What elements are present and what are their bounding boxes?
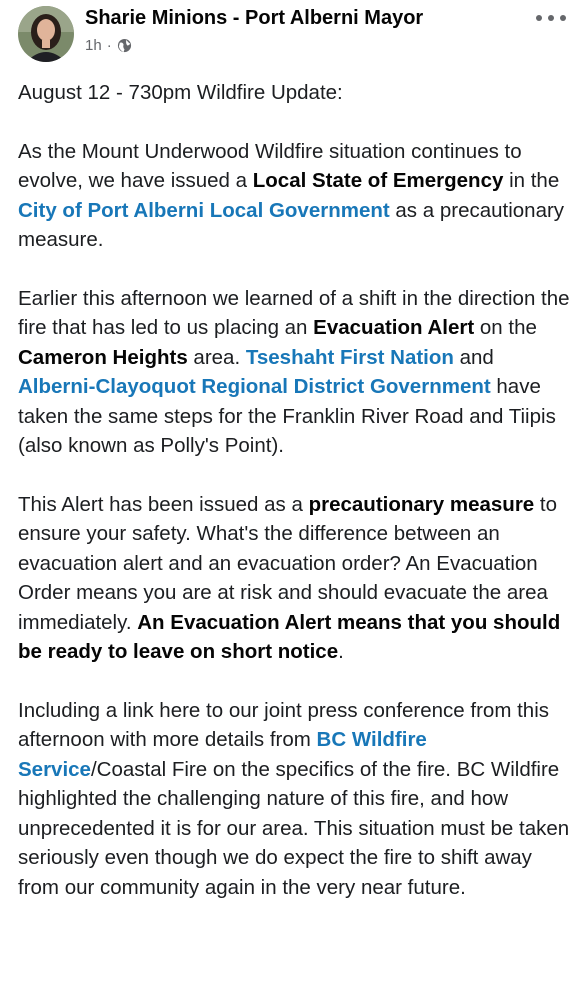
- more-options-button[interactable]: [536, 8, 566, 28]
- post-time[interactable]: 1h: [85, 37, 102, 54]
- author-avatar[interactable]: [18, 6, 74, 62]
- post-body: [18, 78, 570, 931]
- globe-icon: [117, 38, 132, 53]
- post-text: in the: [503, 169, 560, 192]
- post-text: and: [453, 345, 494, 369]
- post-header: [0, 0, 580, 70]
- post-text: Earlier this afternoon we learned of a shift in the direction the fire that has led to us placing an: [18, 286, 570, 339]
- bold-text: Evacuation Alert: [313, 316, 475, 339]
- more-dot-icon: [560, 15, 566, 21]
- bold-text: Cameron Heights: [18, 345, 188, 369]
- post-meta: [85, 37, 132, 54]
- post-text: As the Mount Underwood Wildfire situation continues to evolve, we have issued a: [18, 139, 522, 192]
- post-text: Including a link here to our joint press conference from this afternoon with more details from: [18, 698, 549, 751]
- post-paragraph-2: [18, 137, 570, 255]
- post-text: /Coastal Fire on the specifics of the fire. BC Wildfire highlighted the challenging nature of this fire, and how unprecedented it is for our area. This situation must be taken seriously even though we do expect the fire to shift away from our community again in the very near future.: [18, 757, 570, 899]
- page-link-tseshaht[interactable]: Tseshaht First Nation: [245, 345, 454, 369]
- post-text: August 12 - 730pm Wildfire Update:: [18, 81, 343, 104]
- post-paragraph-5: [18, 696, 570, 903]
- bold-text: An Evacuation Alert means that you should be ready to leave on short notice: [18, 610, 561, 663]
- more-dot-icon: [536, 15, 542, 21]
- post-text: area.: [187, 345, 246, 369]
- page-link-bc-wildfire[interactable]: BC Wildfire Service: [18, 728, 427, 781]
- meta-separator: ·: [106, 37, 112, 54]
- post-paragraph-3: [18, 284, 570, 461]
- avatar-photo-icon: [18, 6, 74, 62]
- page-link-acrd[interactable]: Alberni-Clayoquot Regional District Government: [18, 375, 491, 398]
- post-text: as a precautionary measure.: [18, 198, 565, 251]
- more-dot-icon: [548, 15, 554, 21]
- post-text: to ensure your safety. What's the difference between an evacuation alert and an evacuation order? An Evacuation Order means you are at risk and should evacuate the area immediately.: [18, 492, 557, 634]
- post-paragraph-4: [18, 490, 570, 667]
- bold-text: Local State of Emergency: [252, 169, 504, 192]
- bold-text: precautionary measure: [308, 492, 535, 516]
- post-text: .: [338, 640, 344, 663]
- post-paragraph-1: [18, 78, 570, 108]
- post-text: This Alert has been issued as a: [18, 492, 309, 516]
- page-link-city-of-port-alberni[interactable]: City of Port Alberni Local Government: [18, 198, 390, 222]
- author-name[interactable]: Sharie Minions - Port Alberni Mayor: [85, 7, 424, 29]
- post-text: on the: [474, 316, 537, 339]
- post-text: have taken the same steps for the Franklin River Road and Tiipis (also known as Polly's Point).: [18, 375, 556, 457]
